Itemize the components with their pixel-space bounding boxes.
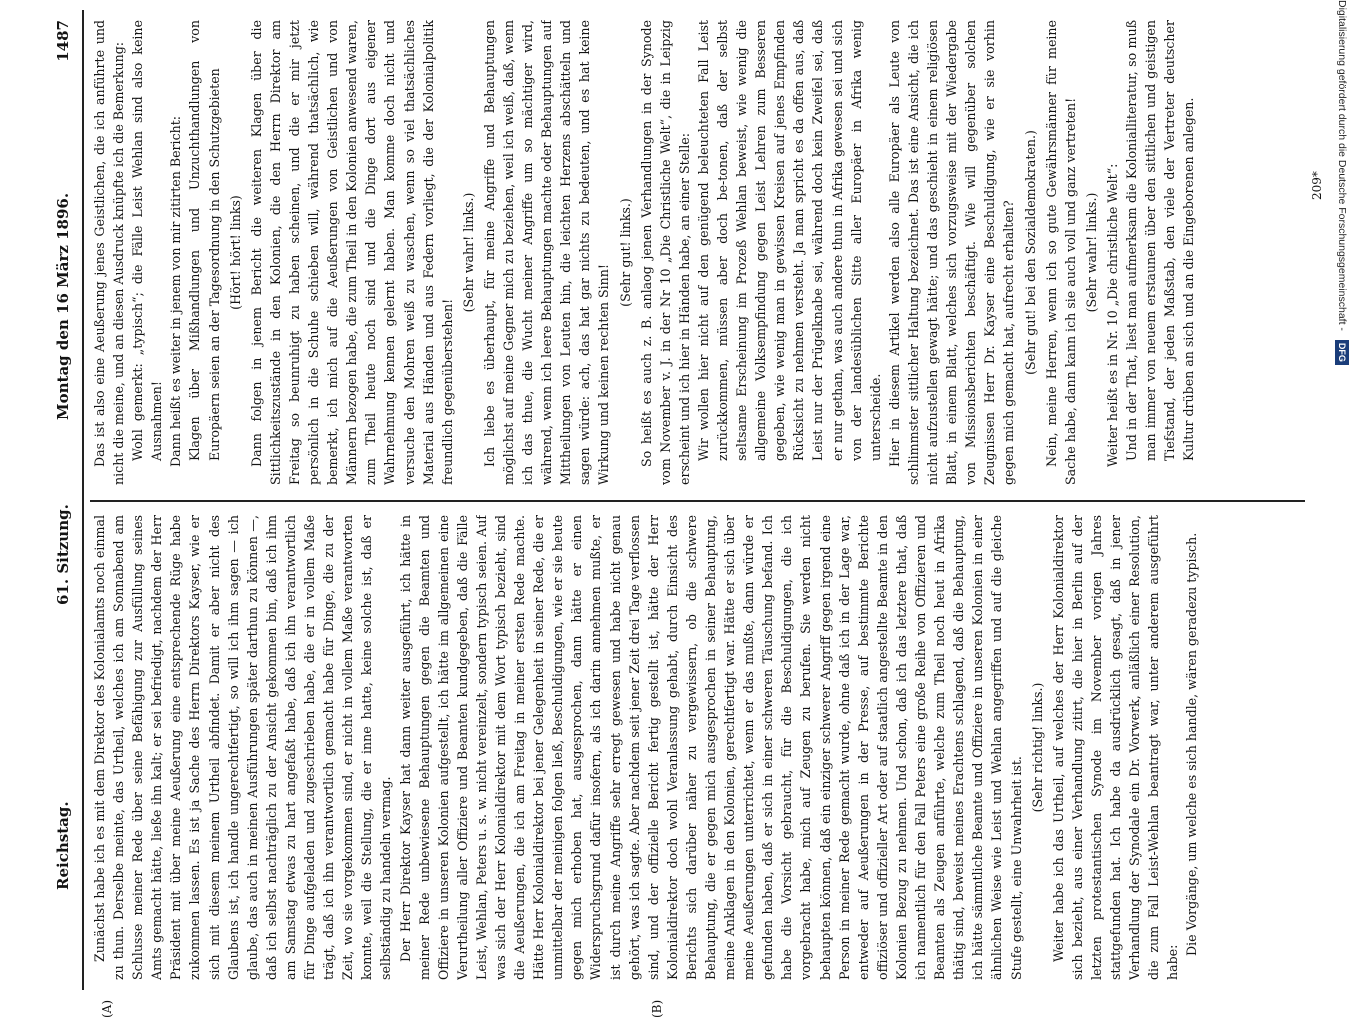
paragraph: Der Herr Direktor Kayser hat dann weiter ausgeführt, ich hätte in meiner Rede unbewiesene Behauptungen gegen die Beamten und Offiziere in unseren Kolonien aufgestellt, ich hätte im allgemeinen eine Verurtheilung aller Offiziere und Beamten kundgegeben, daß die Fälle Leist, Wehlan, Peters u. s. w. nicht vereinzelt, sondern typisch seien. Auf was sich der Herr Kolonialdirektor mit dem Wort typisch bezieht, sind die Aeußerungen, die ich am Freitag in meiner ersten Rede machte. Hätte Herr Kolonialdirektor bei jener Gelegenheit in seiner Rede, die er unmittelbar der meinigen folgen ließ, Beschuldigungen, wie er sie heute gegen mich erhoben hat, ausgesprochen, dann hätte er einen Widerspruchsgrund dafür insofern, als ich darin annehmen mußte, er ist durch meine Angriffe sehr erregt gewesen und habe nicht genau gehört, was ich sagte. Aber nachdem seit jener Zeit drei Tage verflossen sind, und der offizielle Bericht fertig gestellt ist, hätte der Herr Kolonialdirektor doch wohl Veranlassung gehabt, durch Einsicht des Berichts sich darüber näher zu vergewissern, ob die schwere Behauptung, die er gegen mich ausgesprochen in seiner Behauptung, meine Anklagen in den Kolonien, gerechtfertigt war. Hätte er sich über meine Aeußerungen unterrichtet, wenn er das mußte, dann würde er gefunden haben, daß er sich in einer schweren Täuschung befand. Ich habe die Vorsicht gebraucht, für die Beschuldigungen, die ich vorgebracht habe, mich auf Zeugen zu berufen. Sie werden nicht behaupten können, daß ein einziger schwerer Angriff gegen irgend eine Person in meiner Rede gemacht wurde, ohne daß ich in der Lage war, entweder auf Aeußerungen in der Presse, auf bestimmte Berichte offiziöser und offizieller Art oder auf staatlich angestellte Beamte in den Kolonien Bezug zu nehmen. Und schon, daß ich das letztere that, daß ich namentlich für den Fall Peters eine große Reihe von Offizieren und Beamten als Zeugen anführte, welche zum Theil noch heut in Afrika thätig sind, beweist meines Erachtens schlagend, daß die Behauptung, ich hätte sämmtliche Beamte und Offiziere in unseren Kolonien in einer ähnlichen Weise wie Leist und Wehlan angegriffen und auf die gleiche Stufe gestellt, eine Unwahrheit ist.: [397, 515, 1024, 980]
paragraph: Weiter habe ich das Urtheil, auf welches der Herr Kolonialdirektor sich bezieht, aus einer Verhandlung zitirt, die hier in Berlin auf der letzten protestantischen Synode im November vorigen Jahres stattgefunden hat. Ich habe da ausdrücklich gesagt, daß in jener Verhandlung der Synodale ein Dr. Vorwerk, anläßlich einer Resolution, die zum Fall Leist-Wehlan beantragt war, unter anderem ausgeführt habe:: [1050, 515, 1181, 980]
quoted-passage: Wohl gemerkt: „typisch“; die Fälle Leist Wehlan sind also keine Ausnahmen!: [130, 20, 165, 461]
paragraph: Das ist also eine Aeußerung jenes Geistlichen, die ich anführte und nicht die meine, und an diesen Ausdruck knüpfte ich die Bemerkung:: [92, 20, 127, 485]
interjection: (Sehr gut! bei den Sozialdemokraten.): [1022, 130, 1038, 375]
header-page-number: 1487: [54, 20, 72, 62]
quoted-passage: Wir wollen hier nicht auf den genügend beleuchteten Fall Leist zurückkommen, müssen aber doch be-tonen, daß der selbst seltsame Erscheinung im Prozeß Wehlan beweist, wie wenig die allgemeine Volksempfindung gegen Leist Lehren zum Besseren gegeben, wie wenig man in gewissen Kreisen auf jenes Empfinden Rücksicht zu nehmen versteht. Ja man spricht es da offen aus, daß Leist nur der Prügelknabe sei, während doch kein Zweifel sei, daß er nur gethan, was auch andere thun in Afrika gewesen sei und sich von der landesüblichen Sitte aller Europäer in Afrika wenig unterscheide.: [695, 20, 883, 461]
paragraph: Dann folgen in jenem Bericht die weiteren Klagen über die Sittlichkeitszustände in den Kolonien, die den Herrn Direktor am Freitag so beunruhigt zu haben scheinen, und die er mir jetzt persönlich in die Schuhe schieben will, während thatsächlich, wie bemerkt, ich mich auf die Aeußerungen von Geistlichen und von Männern bezogen habe, die zum Theil in den Kolonien anwesend waren, zum Theil heute noch sind und die Dinge dort aus eigener Wahrnehmung kennen gelernt haben. Man komme doch nicht und versuche den Mohren weiß zu waschen, wenn so viel thatsächliches Material aus Händen und aus Federn vorliegt, die der Kolonialpolitik freundlich gegenüberstehen!: [248, 20, 455, 485]
quoted-passage: Und in der That, liest man aufmerksam die Kolonialliteratur, so muß man immer von neuem erstaunen über den sittlichen und geistigen Tiefstand, der jeden Maßstab, den viele der Vertreter deutscher Kultur drüben an sich und an die Eingeborenen anlegen.: [1123, 20, 1197, 461]
paragraph: Zunächst habe ich es mit dem Direktor des Kolonialamts noch einmal zu thun. Derselbe meinte, das Urtheil, welches ich am Sonnabend am Schlusse meiner Rede über seine Befähigung zur Ausfüllung seines Amts gemacht hätte, ließe ihn kalt; er sei befriedigt, nachdem der Herr Präsident mit über meine Aeußerung eine entsprechende Rüge habe zukommen lassen. Es ist ja Sache des Herrn Direktors Kayser, wie er sich mit diesem meinem Urtheil abfindet. Damit er aber nicht des Glaubens ist, ich handle ungerechtfertigt, so will ich ihm sagen — ich glaube, das auch in meinen Ausführungen später darthun zu können —, daß ich selbst nachträglich zu der Ansicht gekommen bin, daß ich ihm am Samstag etwas zu hart angefaßt habe, daß ich ihn verantwortlich für Dinge aufgeladen und zugeschrieben habe, die er in vollem Maße trägt, daß ich ihn verantwortlich gemacht habe für Dinge, die zu der Zeit, wo sie vorgekommen sind, er nicht in vollem Maße verantworten konnte, weil die Stellung, die er inne hatte, keine solche ist, daß er selbständig zu handeln vermag.: [92, 515, 394, 980]
rotated-page: [40, 10, 1330, 1018]
interjection: (Sehr wahr! links.): [1083, 192, 1099, 313]
quoted-passage: Klagen über Mißhandlungen und Unzuchthandlungen von Europäern seien an der Tagesordnung in den Schutzgebieten: [187, 20, 222, 461]
paragraph: Weiter heißt es in Nr. 10 „Die christliche Welt“:: [1104, 163, 1120, 467]
column-divider: [90, 500, 1305, 502]
paragraph: Nein, meine Herren, wenn ich so gute Gewährsmänner für meine Sache habe, dann kann ich sie auch voll und ganz vertreten!: [1043, 20, 1078, 485]
digitization-credit: Digitalisierung gefördert durch die Deutsche Forschungsgemeinschaft -: [1336, 0, 1348, 331]
paragraph: So heißt es auch z. B. anlaog jenen Verhandlungen in der Synode vom November v. J. in der Nr 10 „Die Christliche Welt“, die in Leipzig erscheint und ich hier in Händen habe, an einer Stelle:: [638, 20, 692, 485]
margin-marker-a: (A): [100, 999, 114, 1018]
quoted-passage: Die Vorgänge, um welche es sich handle, wären geradezu typisch.: [1184, 532, 1200, 956]
page-header: [40, 10, 84, 990]
right-text-column: [90, 20, 1310, 485]
left-text-column: [90, 515, 1310, 980]
paragraph: Ich liebe es überhaupt, für meine Angriffe und Behauptungen möglichst auf meine Gegner mich zu beziehen, weil ich weiß, daß, wenn ich das thue, die Wucht meiner Angriffe um so mächtiger wird, während, wenn ich leere Behauptungen machte oder Behauptungen auf Mittheilungen von Leuten hin, die leichten Herzens abschätteln und sagen würde: ach, das hat gar nichts zu bedeuten, und es hat keine Wirkung und keinen rechten Sinn!: [481, 20, 612, 485]
interjection: (Sehr wahr! links.): [460, 192, 476, 313]
dfg-logo: DFG: [1335, 340, 1349, 365]
interjection: (Sehr richtig! links.): [1029, 682, 1045, 813]
paragraph: Dann heißt es weiter in jenem von mir zitirten Bericht:: [168, 115, 184, 467]
interjection: (Sehr gut! links.): [617, 198, 633, 307]
header-date: Montag den 16 März 1896.: [54, 192, 72, 420]
digitization-credit-strip: [1330, 0, 1353, 1000]
header-session: 61. Sitzung.: [54, 504, 72, 605]
signature-mark: 209*: [1310, 171, 1324, 200]
interjection: (Hört! hört! links): [227, 195, 243, 310]
header-title: Reichstag.: [54, 801, 72, 890]
margin-marker-b: (B): [650, 999, 664, 1018]
paragraph: Hier in diesem Artikel werden also alle Europäer als Leute von schlimmster sittlicher Haltung bezeichnet. Das ist eine Ansicht, die ich nicht aufzustellen gewagt hätte; und das geschieht in einem religiösen Blatt, in einem Blatt, welches sich vorzugsweise mit der Wiedergabe von Missionsberichten beschäftigt. Wie will gegenüber solchen Zeugnissen Herr Dr. Kayser eine Beschuldigung, wie er sie vorhin gegen mich gemacht hat, aufrecht erhalten?: [886, 20, 1017, 485]
